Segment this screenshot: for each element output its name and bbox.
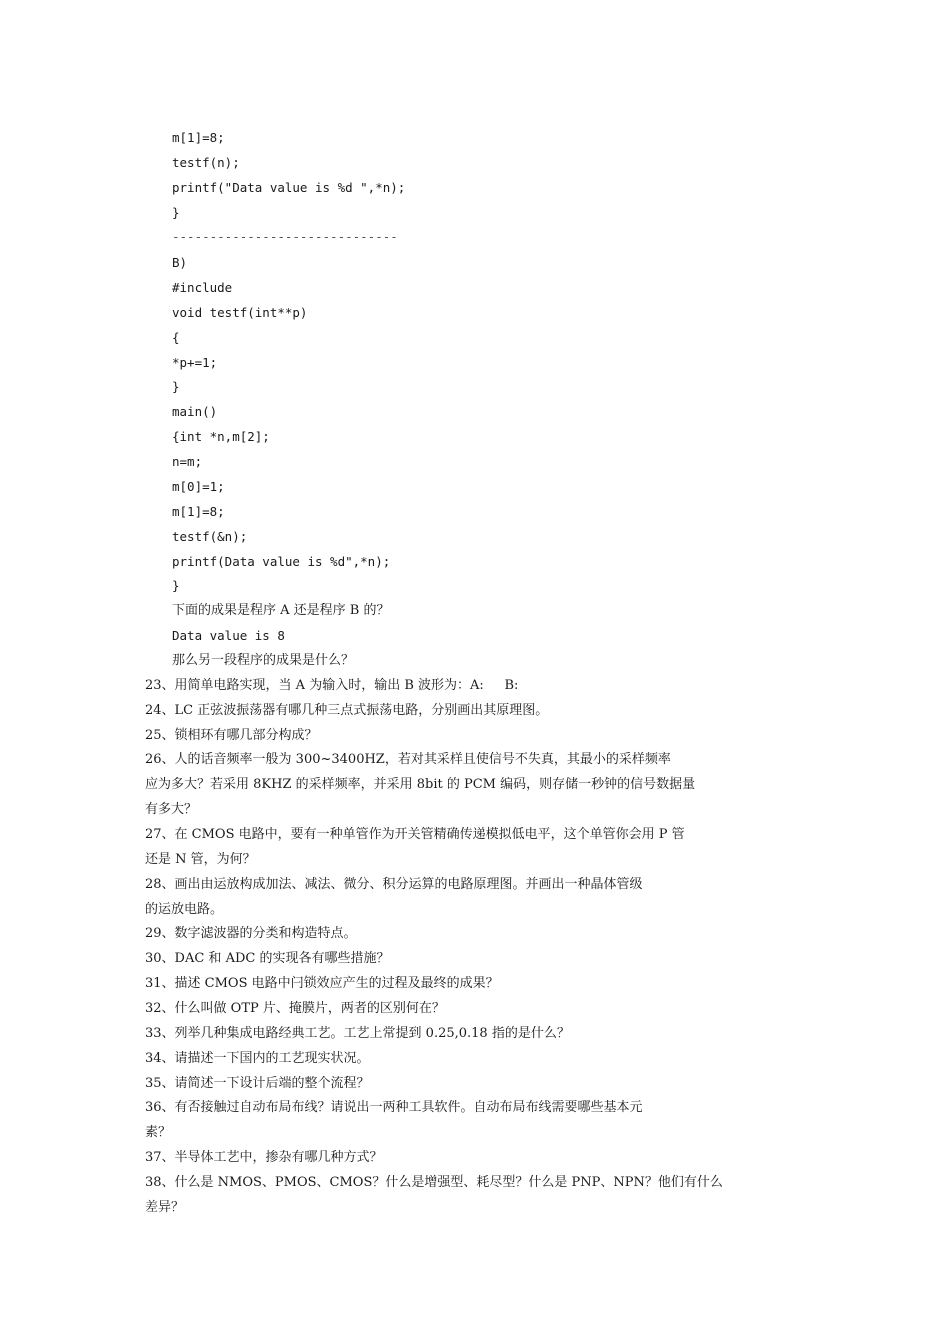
code-line: } — [172, 379, 180, 394]
code-line: *p+=1; — [172, 355, 218, 370]
code-line: {int *n,m[2]; — [172, 429, 270, 444]
code-line: m[1]=8; — [172, 504, 225, 519]
question-item: 38、什么是 NMOS、PMOS、CMOS？什么是增强型、耗尽型？什么是 PNP、NPN？他们有什么 — [145, 1175, 723, 1190]
code-line: { — [172, 330, 180, 345]
question-item: 32、什么叫做 OTP 片、掩膜片，两者的区别何在？ — [145, 1001, 445, 1016]
question-item: 34、请描述一下国内的工艺现实状况。 — [145, 1051, 370, 1066]
code-line: testf(&n); — [172, 529, 248, 544]
code-line: #include — [172, 280, 233, 295]
code-line: main() — [172, 404, 218, 419]
question-continuation: 应为多大？若采用 8KHZ 的采样频率，并采用 8bit 的 PCM 编码，则存储一秒钟的信号数据量 — [145, 777, 696, 792]
question-item: 27、在 CMOS 电路中，要有一种单管作为开关管精确传递模拟低电平，这个单管你会用 P 管 — [145, 827, 685, 842]
code-line: } — [172, 578, 180, 593]
code-line: printf(Data value is %d",*n); — [172, 554, 391, 569]
question-text: 下面的成果是程序 A 还是程序 B 的？ — [172, 603, 390, 618]
question-continuation: 还是 N 管，为何？ — [145, 852, 256, 867]
output-line: Data value is 8 — [172, 628, 285, 643]
code-line: n=m; — [172, 454, 203, 469]
question-continuation: 素？ — [145, 1125, 172, 1140]
question-item: 31、描述 CMOS 电路中闩锁效应产生的过程及最终的成果？ — [145, 976, 499, 991]
question-item: 30、DAC 和 ADC 的实现各有哪些措施？ — [145, 951, 390, 966]
question-item: 26、人的话音频率一般为 300~3400HZ，若对其采样且使信号不失真，其最小的采样频率 — [145, 752, 671, 767]
code-line: void testf(int**p) — [172, 305, 308, 320]
question-item: 35、请简述一下设计后端的整个流程？ — [145, 1076, 370, 1091]
question-item: 24、LC 正弦波振荡器有哪几种三点式振荡电路，分别画出其原理图。 — [145, 703, 549, 718]
question-item: 36、有否接触过自动布局布线？请说出一两种工具软件。自动布局布线需要哪些基本元 — [145, 1100, 643, 1115]
code-line: B) — [172, 255, 188, 270]
question-continuation: 的运放电路。 — [145, 902, 224, 917]
question-text: 那么另一段程序的成果是什么？ — [172, 653, 355, 668]
question-item: 33、列举几种集成电路经典工艺。工艺上常提到 0.25,0.18 指的是什么？ — [145, 1026, 570, 1041]
question-item: 29、数字滤波器的分类和构造特点。 — [145, 926, 357, 941]
code-line: m[1]=8; — [172, 130, 225, 145]
question-continuation: 有多大？ — [145, 802, 198, 817]
code-line: testf(n); — [172, 155, 240, 170]
code-line: m[0]=1; — [172, 479, 225, 494]
question-item: 25、锁相环有哪几部分构成？ — [145, 728, 318, 743]
question-item: 23、用简单电路实现，当 A 为输入时，输出 B 波形为：A: B: — [145, 678, 519, 693]
question-item: 37、半导体工艺中，掺杂有哪几种方式？ — [145, 1150, 383, 1165]
question-continuation: 差异？ — [145, 1200, 185, 1215]
separator-line: ------------------------------ — [172, 229, 398, 244]
question-item: 28、画出由运放构成加法、减法、微分、积分运算的电路原理图。并画出一种晶体管级 — [145, 877, 643, 892]
code-line: printf("Data value is %d ",*n); — [172, 180, 406, 195]
code-line: } — [172, 205, 180, 220]
